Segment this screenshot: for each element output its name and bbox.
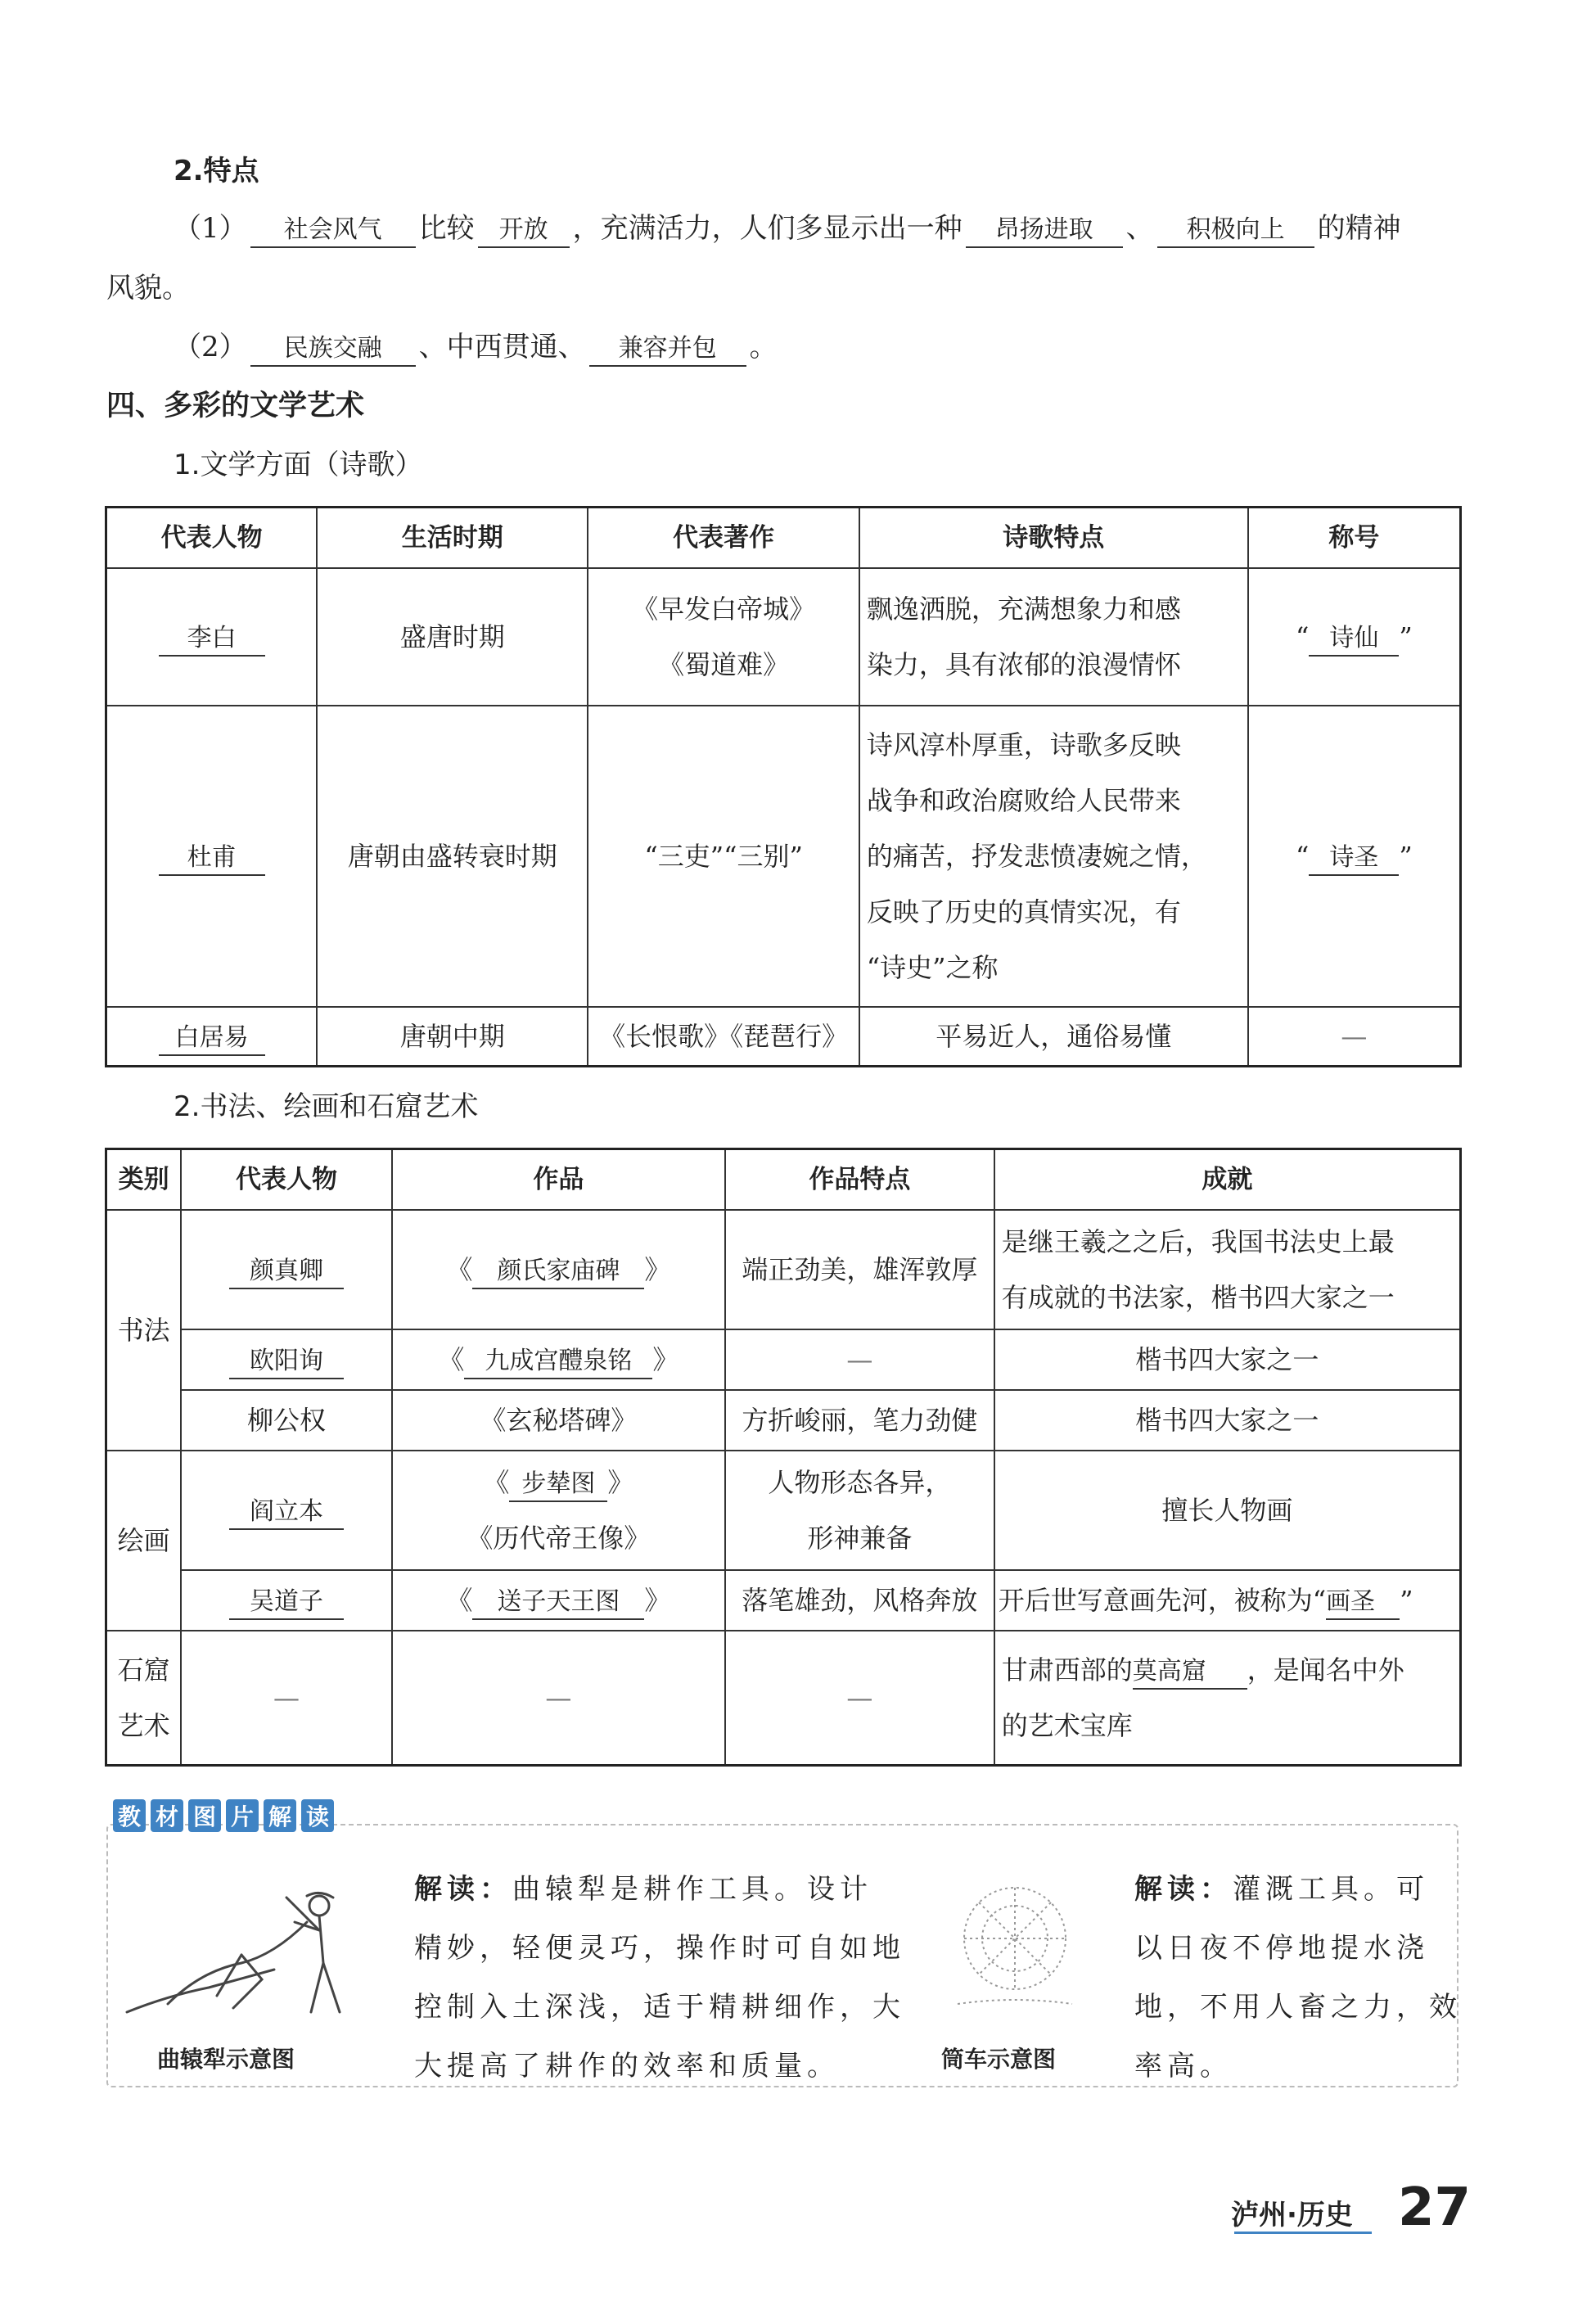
work-baijuyi: 《长恨歌》《琵琶行》 (588, 1007, 859, 1066)
header-work: 作品 (392, 1149, 725, 1211)
water-wheel-illustration-icon (949, 1873, 1080, 2020)
title-dufu: “ 诗圣 ” (1248, 706, 1461, 1007)
person-yanzhenqing: 颜真卿 (229, 1255, 344, 1289)
achievement-yanli: 擅长人物画 (994, 1451, 1461, 1570)
blank-open: 开放 (478, 214, 570, 248)
plough-caption: 曲辕犁示意图 (157, 2046, 295, 2073)
header-title: 称号 (1248, 508, 1461, 569)
picture-interpretation-tags (113, 1799, 334, 1832)
features-paragraph-1-tail: 风貌。 (106, 272, 190, 305)
person-grotto: — (181, 1631, 391, 1765)
work-libai: 《早发白帝城》 《蜀道难》 (588, 568, 859, 706)
category-calligraphy: 书法 (106, 1210, 182, 1451)
tag-char: 图 (188, 1799, 221, 1832)
table-row (106, 1390, 1461, 1451)
footer-label: 泸州·历史 (1231, 2199, 1353, 2232)
header-feature: 诗歌特点 (859, 508, 1248, 569)
period-dufu: 唐朝由盛转衰时期 (317, 706, 588, 1007)
poetry-table (105, 506, 1462, 1067)
work-ouyang: 《 九成宫醴泉铭 》 (392, 1329, 725, 1390)
work-grotto: — (392, 1631, 725, 1765)
feature-liu: 方折峻丽，笔力劲健 (725, 1390, 994, 1451)
person-liugongquan: 柳公权 (181, 1390, 391, 1451)
table-row (106, 1570, 1461, 1631)
blank-social-atmosphere: 社会风气 (250, 214, 416, 248)
category-painting: 绘画 (106, 1451, 182, 1631)
period-libai: 盛唐时期 (317, 568, 588, 706)
achievement-liu: 楷书四大家之一 (994, 1390, 1461, 1451)
person-baijuyi: 白居易 (159, 1022, 265, 1056)
section4-title: 四、多彩的文学艺术 (106, 390, 365, 422)
footer-underline (1234, 2232, 1372, 2234)
category-grotto: 石窟 艺术 (106, 1631, 182, 1765)
header-achievement: 成就 (994, 1149, 1461, 1211)
header-feature: 作品特点 (725, 1149, 994, 1211)
blank-inclusive: 兼容并包 (589, 332, 746, 367)
plough-interpretation: 解读：曲辕犁是耕作工具。设计 精妙，轻便灵巧，操作时可自如地 控制入土深浅，适于精耕细作，大 大提高了耕作的效率和质量。 (414, 1873, 905, 2083)
water-wheel-caption: 筒车示意图 (941, 2046, 1057, 2073)
work-dufu: “三吏”“三别” (588, 706, 859, 1007)
page-number: 27 (1398, 2177, 1472, 2238)
table-row (106, 1329, 1461, 1390)
feature-wu: 落笔雄劲，风格奔放 (725, 1570, 994, 1631)
blank-spirited: 昂扬进取 (966, 214, 1123, 248)
tag-char: 片 (226, 1799, 259, 1832)
table-row (106, 1631, 1461, 1765)
tag-char: 材 (151, 1799, 183, 1832)
table-row (106, 706, 1461, 1007)
table-row (106, 1210, 1461, 1329)
features-paragraph-2: （2） 民族交融 、中西贯通、 兼容并包 。 (174, 327, 778, 367)
achievement-yan: 是继王羲之之后，我国书法史上最 有成就的书法家，楷书四大家之一 (994, 1210, 1461, 1329)
achievement-wu: 开后世写意画先河，被称为“画圣 ” (994, 1570, 1461, 1631)
feature-ouyang: — (725, 1329, 994, 1390)
table-row (106, 568, 1461, 706)
section4-sub1: 1.文学方面（诗歌） (174, 449, 423, 481)
feature-libai: 飘逸洒脱，充满想象力和感 染力，具有浓郁的浪漫情怀 (859, 568, 1248, 706)
feature-baijuyi: 平易近人，通俗易懂 (859, 1007, 1248, 1066)
person-yanliben: 阎立本 (229, 1496, 344, 1530)
feature-dufu: 诗风淳朴厚重，诗歌多反映 战争和政治腐败给人民带来 的痛苦，抒发悲愤凄婉之情， 反映了历史的真情实况，有 “诗史”之称 (859, 706, 1248, 1007)
work-liu: 《玄秘塔碑》 (392, 1390, 725, 1451)
header-person: 代表人物 (106, 508, 318, 569)
person-libai: 李白 (159, 622, 265, 657)
achievement-ouyang: 楷书四大家之一 (994, 1329, 1461, 1390)
person-wudaozi: 吴道子 (229, 1586, 344, 1620)
title-baijuyi: — (1248, 1007, 1461, 1066)
section4-sub2: 2.书法、绘画和石窟艺术 (174, 1090, 479, 1123)
tag-char: 读 (301, 1799, 334, 1832)
work-yan: 《 颜氏家庙碑 》 (392, 1210, 725, 1329)
achievement-grotto: 甘肃西部的莫高窟 ，是闻名中外 的艺术宝库 (994, 1631, 1461, 1765)
work-yanli: 《 步辇图 》 《历代帝王像》 (392, 1451, 725, 1570)
table-row (106, 1007, 1461, 1066)
art-table (105, 1148, 1462, 1767)
blank-ethnic-fusion: 民族交融 (250, 332, 416, 367)
header-person: 代表人物 (181, 1149, 391, 1211)
person-dufu: 杜甫 (159, 842, 265, 876)
features-heading: 2.特点 (174, 155, 259, 187)
title-libai: “ 诗仙 ” (1248, 568, 1461, 706)
work-wu: 《 送子天王图 》 (392, 1570, 725, 1631)
feature-yan: 端正劲美，雄浑敦厚 (725, 1210, 994, 1329)
features-paragraph-1: （1） 社会风气 比较 开放 ，充满活力，人们多显示出一种 昂扬进取 、 积极向上 的精神 (174, 209, 1401, 248)
table-row (106, 1451, 1461, 1570)
water-wheel-interpretation: 解读：灌溉工具。可 以日夜不停地提水浇 地，不用人畜之力，效 率高。 (1134, 1873, 1462, 2083)
person-ouyangxun: 欧阳询 (229, 1345, 344, 1379)
tag-char: 教 (113, 1799, 146, 1832)
header-work: 代表著作 (588, 508, 859, 569)
header-category: 类别 (106, 1149, 182, 1211)
period-baijuyi: 唐朝中期 (317, 1007, 588, 1066)
blank-positive: 积极向上 (1157, 214, 1314, 248)
header-period: 生活时期 (317, 508, 588, 569)
feature-yanli: 人物形态各异， 形神兼备 (725, 1451, 994, 1570)
tag-char: 解 (264, 1799, 296, 1832)
plough-illustration-icon (119, 1873, 372, 2028)
feature-grotto: — (725, 1631, 994, 1765)
